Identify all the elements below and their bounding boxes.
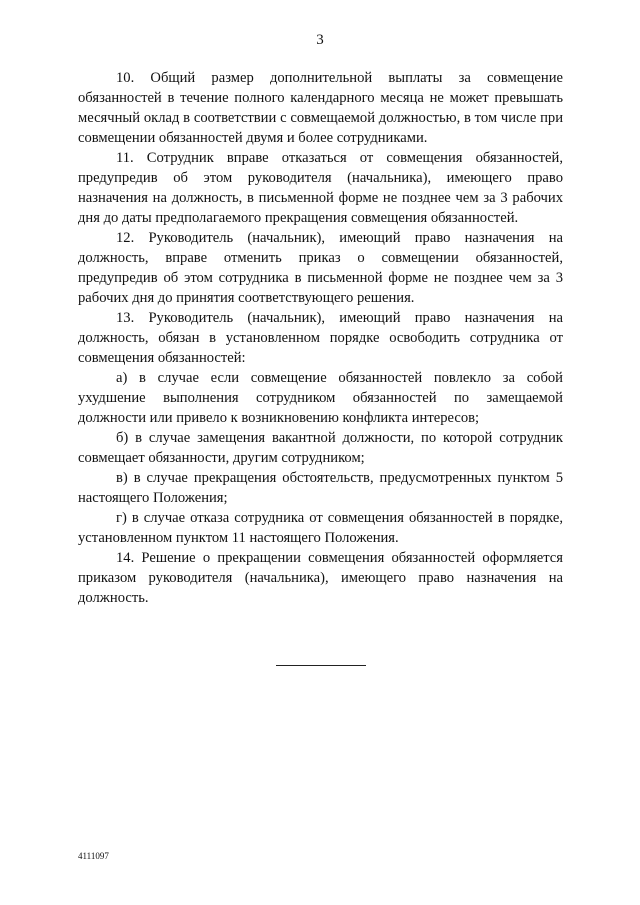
end-separator-line [276,665,366,666]
subparagraph-a: а) в случае если совмещение обязанностей повлекло за собой ухудшение выполнения сотрудником обязанностей по замещаемой должности или привело к возникновению конфликта интересов; [78,370,563,426]
paragraph-12: 12. Руководитель (начальник), имеющий право назначения на должность, вправе отменить приказ о совмещении обязанностей, предупредив об этом сотрудника в письменной форме не позднее чем за 3 рабочих дня до принятия соответствующего решения. [78,230,563,306]
document-code: 4111097 [78,851,109,861]
document-body [78,68,563,608]
page-number: 3 [316,32,324,48]
subparagraph-v: в) в случае прекращения обстоятельств, предусмотренных пунктом 5 настоящего Положения; [78,470,563,506]
paragraph-11: 11. Сотрудник вправе отказаться от совмещения обязанностей, предупредив об этом руководителя (начальника), имеющего право назначения на должность, в письменной форме не позднее чем за 3 рабочих дня до даты предполагаемого прекращения совмещения обязанностей. [78,150,563,226]
subparagraph-b: б) в случае замещения вакантной должности, по которой сотрудник совмещает обязанности, другим сотрудником; [78,430,563,466]
paragraph-13: 13. Руководитель (начальник), имеющий право назначения на должность, обязан в установленном порядке освободить сотрудника от совмещения обязанностей: [78,310,563,366]
paragraph-10: 10. Общий размер дополнительной выплаты за совмещение обязанностей в течение полного календарного месяца не может превышать месячный оклад в соответствии с совмещаемой должностью, в том числе при совмещении обязанностей двумя и более сотрудниками. [78,70,563,146]
paragraph-14: 14. Решение о прекращении совмещения обязанностей оформляется приказом руководителя (начальника), имеющего право назначения на должность. [78,550,563,606]
subparagraph-g: г) в случае отказа сотрудника от совмещения обязанностей в порядке, установленном пунктом 11 настоящего Положения. [78,510,563,546]
